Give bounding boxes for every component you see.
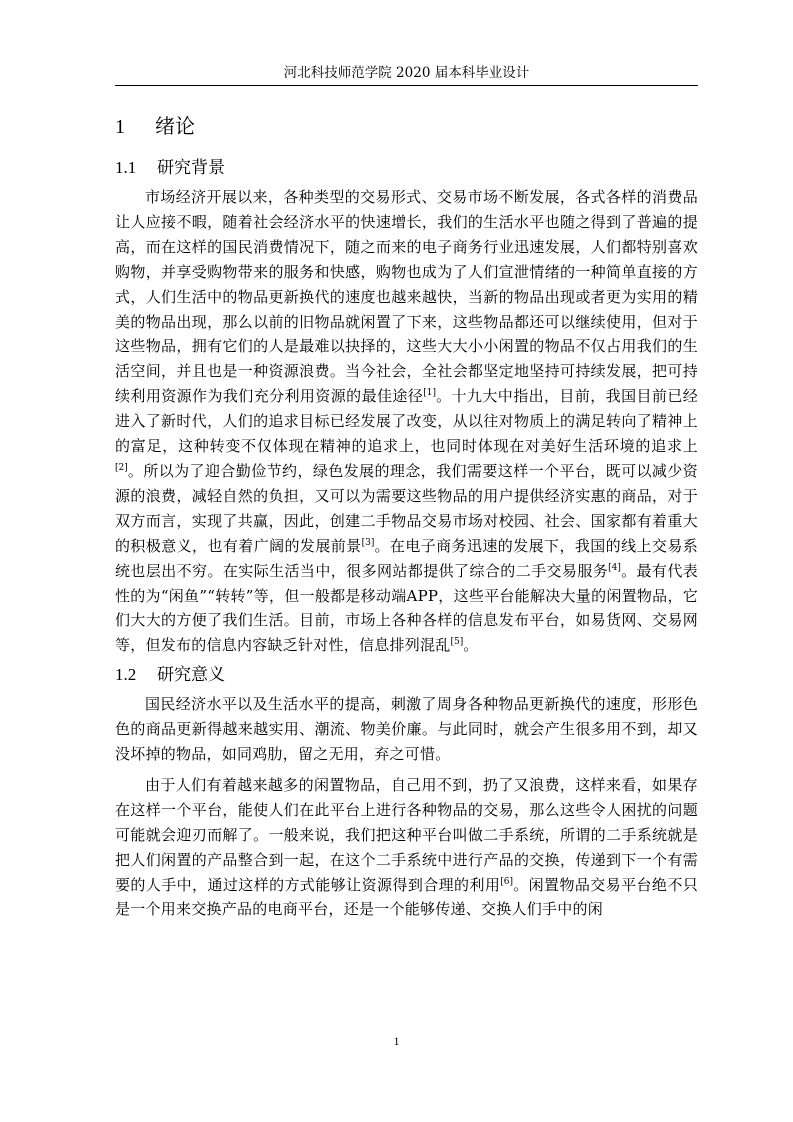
paragraph-text: 市场经济开展以来，各种类型的交易形式、交易市场不断发展，各式各样的消费品让人应接不暇，随着社会经济水平的快速增长，我们的生活水平也随之得到了普遍的提高，而在这样的国民消费情况下，随之而来的电子商务行业迅速发展，人们都特别喜欢购物，并享受购物带来的服务和快感，购物也成为了人们宣泄情绪的一种简单直接的方式，人们生活中的物品更新换代的速度也越来越快，当新的物品出现或者更为实用的精美的物品出现，那么以前的旧物品就闲置了下来，这些物品都还可以继续使用，但对于这些物品，拥有它们的人是最难以抉择的，这些大大小小闲置的物品不仅占用我们的生活空间，并且也是一种资源浪费。当今社会，全社会都坚定地坚持可持续发展，把可持续利用资源作为我们充分利用资源的最佳途径 (115, 188, 698, 406)
running-header: 河北科技师范学院 2020 届本科毕业设计 (283, 65, 530, 81)
section-heading (115, 658, 698, 692)
section-number: 1.2 (115, 665, 137, 685)
citation: [4] (608, 562, 621, 573)
body-paragraph (115, 773, 698, 922)
page-body (115, 108, 698, 922)
paragraph-text: 。十九大中指出，目前，我国目前已经进入了新时代，人们的追求目标已经发展了改变，从以往对物质上的满足转向了精神上的富足，这种转变不仅体现在精神的追求上，也同时体现在对美好生活环境的追求上 (115, 387, 698, 456)
paragraph-text: 。闲置物品交易平台绝不只是一个用来交换产品的电商平台，还是一个能够传递、交换人们手中的闲 (115, 875, 698, 919)
paragraph-text: 国民经济水平以及生活水平的提高，刺激了周身各种物品更新换代的速度，形形色色的商品更新得越来越实用、潮流、物美价廉。与此同时，就会产生很多用不到，却又没坏掉的物品，如同鸡肋，留之无用，弃之可惜。 (115, 695, 698, 764)
citation: [6] (500, 876, 514, 887)
citation: [1] (423, 388, 436, 399)
paragraph-text: 。最有代表性的为“闲鱼”“转转”等，但一般都是移动端APP，这些平台能解决大量的闲置物品，它们大大的方便了我们生活。目前，市场上各种各样的信息发布平台，如易货网、交易网等，但发布的信息内容缺乏针对性，信息排列混乱 (115, 561, 698, 655)
chapter-heading (115, 108, 698, 145)
paragraph-text: 由于人们有着越来越多的闲置物品，自己用不到，扔了又浪费，这样来看，如果存在这样一个平台，能使人们在此平台上进行各种物品的交易，那么这些令人困扰的问题可能就会迎刃而解了。一般来说，我们把这种平台叫做二手系统，所谓的二手系统就是把人们闲置的产品整合到一起，在这个二手系统中进行产品的交换，传递到下一个有需要的人手中，通过这样的方式能够让资源得到合理的利用 (115, 775, 698, 894)
page-number: 1 (393, 1034, 400, 1048)
section-number: 1.1 (115, 158, 137, 177)
paragraph-text: 。 (463, 636, 479, 655)
citation: [2] (115, 462, 128, 473)
paragraph-text: 。所以为了迎合勤俭节约，绿色发展的理念，我们需要这样一个平台，既可以减少资源的浪费，减轻自然的负担，又可以为需要这些物品的用户提供经济实惠的商品，对于双方而言，实现了共赢，因此，创建二手物品交易市场对校园、社会、国家都有着重大的积极意义，也有着广阔的发展前景 (115, 461, 698, 555)
body-paragraph (115, 185, 698, 658)
header-rule (115, 85, 698, 86)
chapter-number: 1 (115, 116, 125, 138)
paragraph-text: 。在电子商务迅速的发展下，我国的线上交易系统也层出不穷。在实际生活当中，很多网站都提供了综合的二手交易服务 (115, 536, 698, 580)
citation: [3] (361, 537, 375, 548)
body-paragraph (115, 692, 698, 767)
chapter-title: 绪论 (155, 114, 195, 138)
section-heading (115, 151, 698, 185)
section-title: 研究意义 (157, 665, 225, 686)
section-title: 研究背景 (157, 158, 225, 178)
citation: [5] (450, 637, 464, 648)
